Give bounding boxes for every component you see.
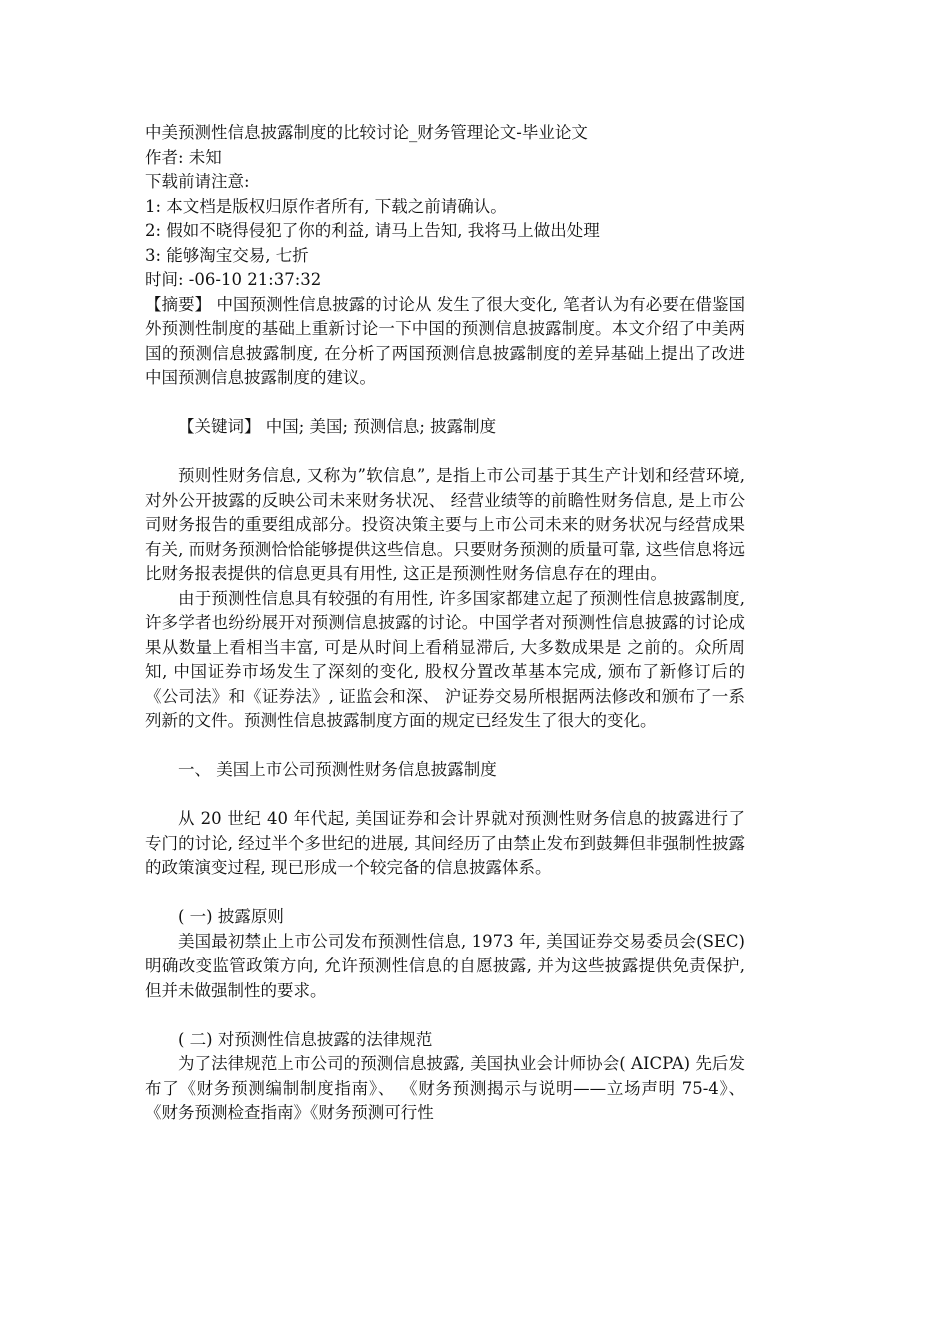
body-paragraph: 预则性财务信息, 又称为”软信息”, 是指上市公司基于其生产计划和经营环境, 对外公开披露的反映公司未来财务状况、 经营业绩等的前瞻性财务信息, 是上市公司财务报告的重要组成部分。投资决策主要与上市公司未来的财务状况与经营成果有关, 而财务预测恰恰能够提供这些信息。只要财务预测的质量可靠, 这些信息将远比财务报表提供的信息更具有用性, 这正是预测性财务信息存在的理由。 (145, 466, 745, 583)
author-line: 作者: 未知 (145, 147, 222, 167)
document-title: 中美预测性信息披露制度的比较讨论_财务管理论文-毕业论文 (145, 123, 588, 142)
abstract-paragraph: 【摘要】 中国预测性信息披露的讨论从 发生了很大变化, 笔者认为有必要在借鉴国外预测性制度的基础上重新讨论一下中国的预测信息披露制度。本文介绍了中美两国的预测信息披露制度, 在分析了两国预测信息披露制度的差异基础上提出了改进中国预测信息披露制度的建议。 (145, 294, 745, 387)
body-paragraph: 为了法律规范上市公司的预测信息披露, 美国执业会计师协会( AICPA) 先后发布了《财务预测编制制度指南》、 《财务预测揭示与说明——立场声明 75-4》、 《财务预测检查指南》《财务预测可行性 (145, 1054, 745, 1122)
keywords-line: 【关键词】 中国; 美国; 预测信息; 披露制度 (178, 417, 497, 436)
body-paragraph: 美国最初禁止上市公司发布预测性信息, 1973 年, 美国证券交易委员会(SEC)明确改变监管政策方向, 允许预测性信息的自愿披露, 并为这些披露提供免责保护, 但并未做强制性的要求。 (145, 931, 745, 1000)
document-page (145, 121, 745, 1126)
body-paragraph: 由于预测性信息具有较强的有用性, 许多国家都建立起了预测性信息披露制度, 许多学者也纷纷展开对预测信息披露的讨论。中国学者对预测性信息披露的讨论成果从数量上看相当丰富, 可是从时间上看稍显滞后, 大多数成果是 之前的。众所周知, 中国证券市场发生了深刻的变化, 股权分置改革基本完成, 颁布了新修订后的《公司法》和《证券法》, 证监会和深、 沪证券交易所根据两法修改和颁布了一系列新的文件。预测性信息披露制度方面的规定已经发生了很大的变化。 (145, 588, 745, 730)
subsection-heading: ( 一) 披露原则 (178, 907, 284, 926)
notice-item: 3: 能够淘宝交易, 七折 (145, 245, 309, 265)
time-line: 时间: -06-10 21:37:32 (145, 270, 322, 289)
notice-item: 1: 本文档是版权归原作者所有, 下载之前请确认。 (145, 196, 507, 216)
section-heading: 一、 美国上市公司预测性财务信息披露制度 (178, 760, 497, 779)
body-paragraph: 从 20 世纪 40 年代起, 美国证券和会计界就对预测性财务信息的披露进行了专门的讨论, 经过半个多世纪的进展, 其间经历了由禁止发布到鼓舞但非强制性披露的政策演变过程, 现已形成一个较完备的信息披露体系。 (145, 809, 745, 877)
subsection-heading: ( 二) 对预测性信息披露的法律规范 (178, 1029, 433, 1049)
notice-heading: 下载前请注意: (145, 172, 250, 191)
notice-item: 2: 假如不晓得侵犯了你的利益, 请马上告知, 我将马上做出处理 (145, 221, 600, 240)
